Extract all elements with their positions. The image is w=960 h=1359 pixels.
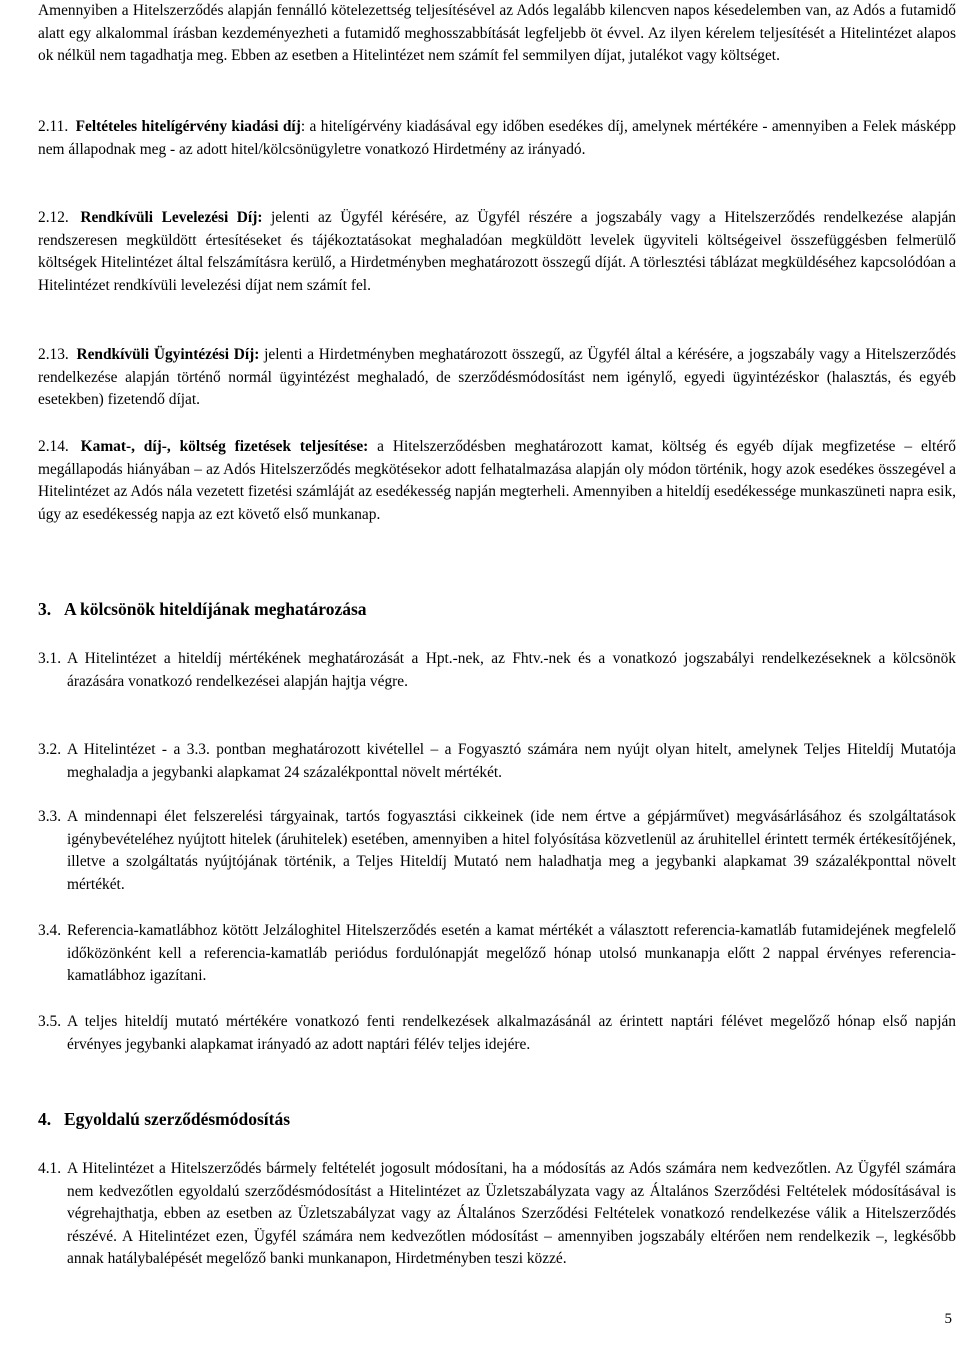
section-number: 4. [38, 1109, 52, 1129]
item-number: 3.5. [38, 1013, 62, 1030]
item-text: A Hitelintézet a hiteldíj mértékének meghatározását a Hpt.-nek, az Fhtv.-nek és a vonatkozó jogszabályi rendelkezéseknek a kölcsönök árazására vonatkozó rendelkezései alapján hajtja végre. [67, 650, 956, 690]
page-number: 5 [944, 1311, 952, 1327]
clause-text: jelenti a Hirdetményben meghatározott összegű, az Ügyfél által a kérésére, a jogszabály vagy a Hitelszerződés rendelkezése alapján történő normál ügyintézést meghaladó, de szerződésmódosítást nem igénylő, egyedi ügyintézéskor (halasztás, és egyéb esetekben) fizetendő díjat. [38, 346, 956, 409]
item-text: A Hitelintézet a Hitelszerződés bármely feltételét jogosult módosítani, ha a módosítás az Adós számára nem kedvezőtlen. Az Ügyfél számára nem kedvezőtlen egyoldalú szerződésmódosítást a Hitelintézet az Üzletszabályzata vagy az Általános Szerződési Feltételek módosításával is végrehajthatja, ebben az esetben az Üzletszabályzat vagy az Általános Szerződési Feltételek vonatkozó rendelkezése válik a Hitelszerződés részévé. A Hitelintézet ezen, Ügyfél számára nem kedvezőtlen módosítást – amennyiben jogszabály eltérően nem rendelkezik –, legkésőbb annak hatálybalépését megelőző banki munkanapon, Hirdetményben teszi közzé. [67, 1160, 956, 1268]
section-4-heading [38, 1108, 290, 1131]
section-title: A kölcsönök hiteldíjának meghatározása [64, 599, 367, 619]
clause-title: Rendkívüli Levelezési Díj: [80, 209, 263, 226]
clause-2-11 [38, 116, 956, 161]
item-4-1 [38, 1158, 956, 1271]
item-3-3 [38, 806, 956, 896]
item-number: 4.1. [38, 1160, 62, 1177]
clause-text: : a hitelígérvény kiadásával egy időben esedékes díj, amelynek mértékére - amennyiben a Felek másképp nem állapodnak meg - az adott hitel/kölcsönügyletre vonatkozó Hirdetmény az irányadó. [38, 118, 956, 158]
clause-title: Rendkívüli Ügyintézési Díj: [76, 346, 260, 363]
item-text: A Hitelintézet - a 3.3. pontban meghatározott kivétellel – a Fogyasztó számára nem nyújt olyan hitelt, amelynek Teljes Hiteldíj Mutatója meghaladja a jegybanki alapkamat 24 százalékponttal növelt mértékét. [67, 741, 956, 781]
item-number: 3.2. [38, 741, 62, 758]
clause-title: Kamat-, díj-, költség fizetések teljesítése: [80, 438, 369, 455]
clause-number: 2.13. [38, 346, 69, 363]
clause-2-14 [38, 436, 956, 526]
clause-number: 2.11. [38, 118, 69, 135]
clause-2-13 [38, 344, 956, 412]
item-number: 3.3. [38, 808, 62, 825]
intro-paragraph: Amennyiben a Hitelszerződés alapján fennálló kötelezettség teljesítésével az Adós legalább kilencven napos késedelemben van, az Adós a futamidő alatt egy alkalommal írásban kezdeményezheti a futamidő meghosszabbítását legfeljebb öt évvel. Az ilyen kérelem teljesítését a Hitelintézet alapos ok nélkül nem tagadhatja meg. Ebben az esetben a Hitelintézet nem számít fel semmilyen díjat, jutalékot vagy költséget. [38, 2, 956, 65]
item-3-2 [38, 739, 956, 784]
clause-number: 2.14. [38, 438, 69, 455]
clause-text: a Hitelszerződésben meghatározott kamat, költség és egyéb díjak megfizetése – eltérő megállapodás hiányában – az Adós Hitelszerződés megkötésekor adott felhatalmazása alapján oly módon történik, hogy azok esedékes összegével a Hitelintézet az Adós nála vezetett fizetési számláját az esedékesség napján megterheli. Amennyiben a hiteldíj esedékessége munkaszüneti napra esik, úgy az esedékesség napja az ezt követő első munkanap. [38, 438, 956, 523]
item-text: A mindennapi élet felszerelési tárgyainak, tartós fogyasztási cikkeinek (ide nem értve a gépjárművet) megvásárlásához és szolgáltatások igénybevételéhez nyújtott hitelek (áruhitelek) esetében, amennyiben a hitel folyósítása közvetlenül az áruhitellel érintett termék értékesítőjének, illetve a szolgáltatás nyújtójának történik, a Teljes Hiteldíj Mutató nem haladhatja meg a jegybanki alapkamat 39 százalékponttal növelt mértékét. [67, 808, 956, 893]
clause-title: Feltételes hitelígérvény kiadási díj [75, 118, 301, 135]
section-3-heading [38, 598, 367, 621]
clause-number: 2.12. [38, 209, 69, 226]
clause-text: jelenti az Ügyfél kérésére, az Ügyfél részére a jogszabály vagy a Hitelszerződés rendelkezése alapján rendszeresen megküldött értesítéseket és tájékoztatásokat meghaladóan megküldött levelek ügyviteli költségeivel összefüggésben felmerülő költségek Hitelintézet által felszámításra kerülő, a Hirdetményben meghatározott összegű díját. A törlesztési táblázat megküldéséhez kapcsolódóan a Hitelintézet rendkívüli levelezési díjat nem számít fel. [38, 209, 956, 294]
item-3-5 [38, 1011, 956, 1056]
item-text: Referencia-kamatlábhoz kötött Jelzáloghitel Hitelszerződés esetén a kamat mértékét a választott referencia-kamatláb futamidejének megfelelő időközönként kell a referencia-kamatláb periódus fordulónapját megelőző hónap utolsó munkanapja előtt 2 nappal érvényes referencia-kamatlábhoz igazítani. [67, 922, 956, 985]
section-title: Egyoldalú szerződésmódosítás [64, 1109, 291, 1129]
section-number: 3. [38, 599, 52, 619]
item-number: 3.1. [38, 650, 62, 667]
item-text: A teljes hiteldíj mutató mértékére vonatkozó fenti rendelkezések alkalmazásánál az érintett naptári félévet megelőző hónap első napján érvényes jegybanki alapkamat irányadó az adott naptári félév teljes idejére. [67, 1013, 956, 1053]
item-3-1 [38, 648, 956, 693]
item-3-4 [38, 920, 956, 988]
clause-2-12 [38, 207, 956, 297]
item-number: 3.4. [38, 922, 62, 939]
